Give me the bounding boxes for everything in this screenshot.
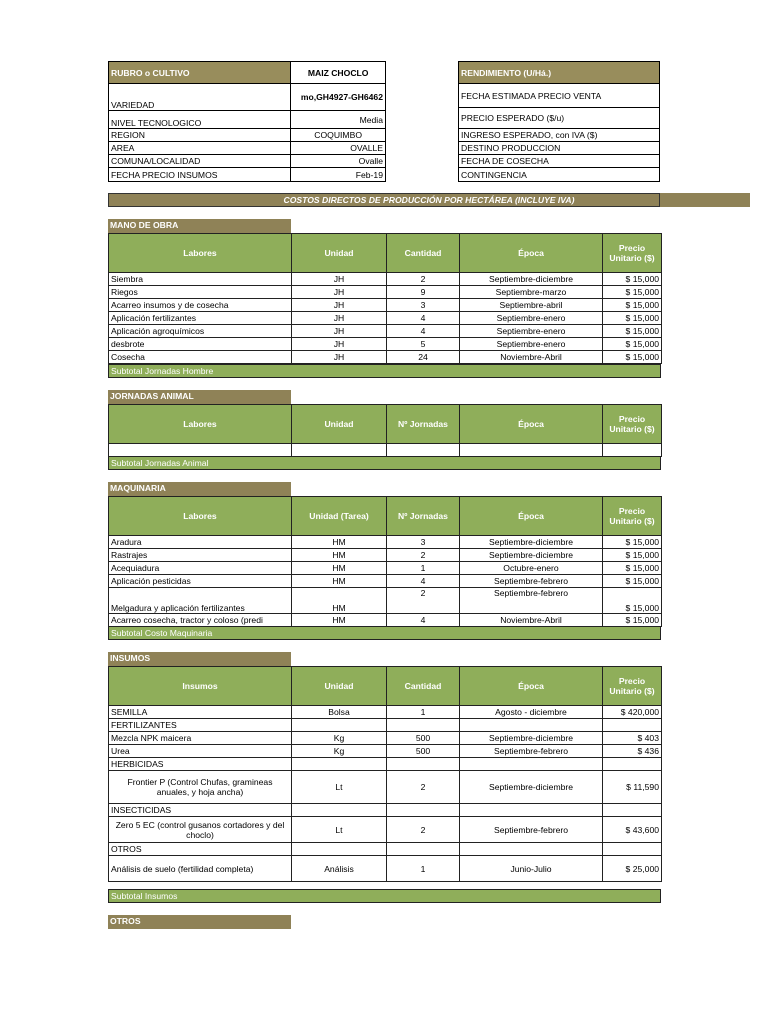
empty-cell [109,444,292,457]
info-value: Ovalle [291,155,386,168]
col-header: Unidad [292,667,387,706]
period-cell: Septiembre-diciembre [460,549,603,562]
table-row [109,325,662,338]
period-cell: Septiembre-marzo [460,286,603,299]
unit-cell: Kg [292,745,387,758]
price-cell [603,804,662,817]
quantity-cell: 500 [387,745,460,758]
period-cell: Septiembre-enero [460,325,603,338]
quantity-cell: 2 [387,273,460,286]
col-header: Labores [109,234,292,273]
period-cell [460,758,603,771]
table-row [109,706,662,719]
price-cell: $ 15,000 [603,325,662,338]
unit-cell: Lt [292,771,387,804]
col-header: Nº Jornadas [387,497,460,536]
quantity-cell: 1 [387,562,460,575]
price-cell: $ 11,590 [603,771,662,804]
quantity-cell: 2 [387,771,460,804]
period-cell: Junio-Julio [460,856,603,882]
unit-cell [292,758,387,771]
col-header: Precio Unitario ($) [603,497,662,536]
labor-cell: HERBICIDAS [109,758,292,771]
unit-cell: JH [292,351,387,364]
table-row [109,614,662,627]
subtotal-insumos: Subtotal Insumos [108,889,661,903]
unit-cell: HM [292,562,387,575]
table-row [109,856,662,882]
unit-cell: JH [292,273,387,286]
col-header: Precio Unitario ($) [603,405,662,444]
col-header: Época [460,667,603,706]
quantity-cell: 4 [387,325,460,338]
labor-cell: INSECTICIDAS [109,804,292,817]
labor-cell: Aplicación agroquímicos [109,325,292,338]
quantity-cell: 2 [387,817,460,843]
labor-cell: Frontier P (Control Chufas, gramineas anuales, y hoja ancha) [109,771,292,804]
period-cell [460,843,603,856]
table-row [109,843,662,856]
info-label: PRECIO ESPERADO ($/u) [459,108,660,129]
labor-cell: Acarreo cosecha, tractor y coloso (predi [109,614,292,627]
period-cell: Agosto - diciembre [460,706,603,719]
unit-cell [292,719,387,732]
empty-cell [387,444,460,457]
labor-cell: OTROS [109,843,292,856]
quantity-cell: 2 [387,588,460,614]
col-header: Nº Jornadas [387,405,460,444]
price-cell: $ 15,000 [603,575,662,588]
labor-cell: Mezcla NPK maicera [109,732,292,745]
unit-cell: HM [292,588,387,614]
section-title-otros: OTROS [108,915,291,929]
price-cell: $ 15,000 [603,273,662,286]
period-cell: Noviembre-Abril [460,351,603,364]
price-cell: $ 420,000 [603,706,662,719]
table-row [109,444,662,457]
table-row [109,575,662,588]
labor-cell: Aplicación fertilizantes [109,312,292,325]
quantity-cell: 9 [387,286,460,299]
mano-obra-table [108,233,662,364]
price-cell: $ 15,000 [603,286,662,299]
price-cell [603,758,662,771]
table-row [109,286,662,299]
subtotal-jornadas-hombre: Subtotal Jornadas Hombre [108,364,661,378]
info-label: FECHA PRECIO INSUMOS [109,168,291,182]
table-row [109,273,662,286]
quantity-cell: 24 [387,351,460,364]
period-cell: Septiembre-diciembre [460,536,603,549]
quantity-cell: 4 [387,614,460,627]
col-header: Labores [109,497,292,536]
info-label: DESTINO PRODUCCION [459,142,660,155]
table-row [109,351,662,364]
price-cell: $ 15,000 [603,338,662,351]
col-header: Época [460,497,603,536]
price-cell [603,843,662,856]
quantity-cell: 3 [387,536,460,549]
price-cell: $ 43,600 [603,817,662,843]
labor-cell: Melgadura y aplicación fertilizantes [109,588,292,614]
price-cell [603,719,662,732]
price-cell: $ 25,000 [603,856,662,882]
unit-cell: JH [292,325,387,338]
unit-cell: Bolsa [292,706,387,719]
table-row [109,338,662,351]
info-label: COMUNA/LOCALIDAD [109,155,291,168]
table-row [109,771,662,804]
section-title-maquinaria: MAQUINARIA [108,482,291,496]
col-header: Unidad [292,234,387,273]
col-header: Cantidad [387,234,460,273]
unit-cell [292,843,387,856]
period-cell [460,804,603,817]
period-cell: Septiembre-febrero [460,575,603,588]
labor-cell: FERTILIZANTES [109,719,292,732]
jornadas-animal-table [108,404,662,457]
unit-cell: HM [292,536,387,549]
quantity-cell: 1 [387,706,460,719]
unit-cell: HM [292,614,387,627]
period-cell: Octubre-enero [460,562,603,575]
info-value: MAIZ CHOCLO [291,62,386,84]
table-row [109,804,662,817]
col-header: Cantidad [387,667,460,706]
price-cell: $ 15,000 [603,562,662,575]
price-cell: $ 15,000 [603,299,662,312]
insumos-table [108,666,662,882]
unit-cell: JH [292,312,387,325]
col-header: Precio Unitario ($) [603,234,662,273]
info-label: RUBRO o CULTIVO [109,62,291,84]
info-value: OVALLE [291,142,386,155]
table-row [109,719,662,732]
quantity-cell [387,843,460,856]
info-label: RENDIMIENTO (U/Há.) [459,62,660,84]
labor-cell: desbrote [109,338,292,351]
price-cell: $ 436 [603,745,662,758]
col-header: Unidad [292,405,387,444]
quantity-cell: 4 [387,575,460,588]
labor-cell: Riegos [109,286,292,299]
table-row [109,549,662,562]
labor-cell: Aradura [109,536,292,549]
table-row [109,758,662,771]
price-cell: $ 15,000 [603,351,662,364]
banner-border [108,193,660,207]
unit-cell: Kg [292,732,387,745]
period-cell: Septiembre-abril [460,299,603,312]
period-cell: Septiembre-febrero [460,817,603,843]
unit-cell: HM [292,549,387,562]
info-label: VARIEDAD [109,84,291,111]
info-label: REGION [109,129,291,142]
subtotal-maquinaria: Subtotal Costo Maquinaria [108,626,661,640]
quantity-cell [387,804,460,817]
period-cell: Septiembre-diciembre [460,273,603,286]
section-title-insumos: INSUMOS [108,652,291,666]
col-header: Época [460,405,603,444]
info-value: Feb-19 [291,168,386,182]
unit-cell: JH [292,299,387,312]
price-cell: $ 15,000 [603,588,662,614]
info-value: Media [291,111,386,129]
unit-cell: JH [292,286,387,299]
unit-cell: Análisis [292,856,387,882]
quantity-cell: 500 [387,732,460,745]
period-cell: Septiembre-febrero [460,745,603,758]
labor-cell: Cosecha [109,351,292,364]
price-cell: $ 403 [603,732,662,745]
col-header: Unidad (Tarea) [292,497,387,536]
subtotal-jornadas-animal: Subtotal Jornadas Animal [108,456,661,470]
yield-info-table [458,61,660,182]
labor-cell: Urea [109,745,292,758]
table-row [109,817,662,843]
period-cell: Septiembre-febrero [460,588,603,614]
unit-cell: JH [292,338,387,351]
crop-info-table [108,61,386,182]
price-cell: $ 15,000 [603,549,662,562]
labor-cell: Rastrajes [109,549,292,562]
section-title-jornadas-animal: JORNADAS ANIMAL [108,390,291,404]
period-cell: Septiembre-enero [460,312,603,325]
info-value: mo,GH4927-GH6462 [291,84,386,111]
price-cell: $ 15,000 [603,614,662,627]
unit-cell: HM [292,575,387,588]
quantity-cell: 1 [387,856,460,882]
info-label: INGRESO ESPERADO, con IVA ($) [459,129,660,142]
col-header: Precio Unitario ($) [603,667,662,706]
period-cell [460,719,603,732]
info-label: CONTINGENCIA [459,168,660,182]
price-cell: $ 15,000 [603,312,662,325]
unit-cell [292,804,387,817]
table-row [109,732,662,745]
period-cell: Septiembre-diciembre [460,771,603,804]
col-header: Época [460,234,603,273]
labor-cell: Zero 5 EC (control gusanos cortadores y del choclo) [109,817,292,843]
quantity-cell: 4 [387,312,460,325]
period-cell: Septiembre-diciembre [460,732,603,745]
period-cell: Noviembre-Abril [460,614,603,627]
info-label: AREA [109,142,291,155]
labor-cell: Aplicación pesticidas [109,575,292,588]
labor-cell: Acequiadura [109,562,292,575]
col-header: Labores [109,405,292,444]
labor-cell: Análisis de suelo (fertilidad completa) [109,856,292,882]
info-value: COQUIMBO [291,129,386,142]
info-label: NIVEL TECNOLOGICO [109,111,291,129]
table-row [109,299,662,312]
empty-cell [460,444,603,457]
quantity-cell: 5 [387,338,460,351]
table-row [109,562,662,575]
table-row [109,745,662,758]
quantity-cell [387,719,460,732]
info-label: FECHA ESTIMADA PRECIO VENTA [459,84,660,108]
section-banner: COSTOS DIRECTOS DE PRODUCCIÓN POR HECTÁREA (INCLUYE IVA) [108,193,750,207]
table-row [109,588,662,614]
quantity-cell: 2 [387,549,460,562]
labor-cell: Siembra [109,273,292,286]
info-label: FECHA DE COSECHA [459,155,660,168]
maquinaria-table [108,496,662,627]
table-row [109,536,662,549]
labor-cell: SEMILLA [109,706,292,719]
price-cell: $ 15,000 [603,536,662,549]
section-title-mano-obra: MANO DE OBRA [108,219,291,233]
table-row [109,312,662,325]
quantity-cell: 3 [387,299,460,312]
labor-cell: Acarreo insumos y de cosecha [109,299,292,312]
col-header: Insumos [109,667,292,706]
empty-cell [292,444,387,457]
quantity-cell [387,758,460,771]
period-cell: Septiembre-enero [460,338,603,351]
unit-cell: Lt [292,817,387,843]
empty-cell [603,444,662,457]
